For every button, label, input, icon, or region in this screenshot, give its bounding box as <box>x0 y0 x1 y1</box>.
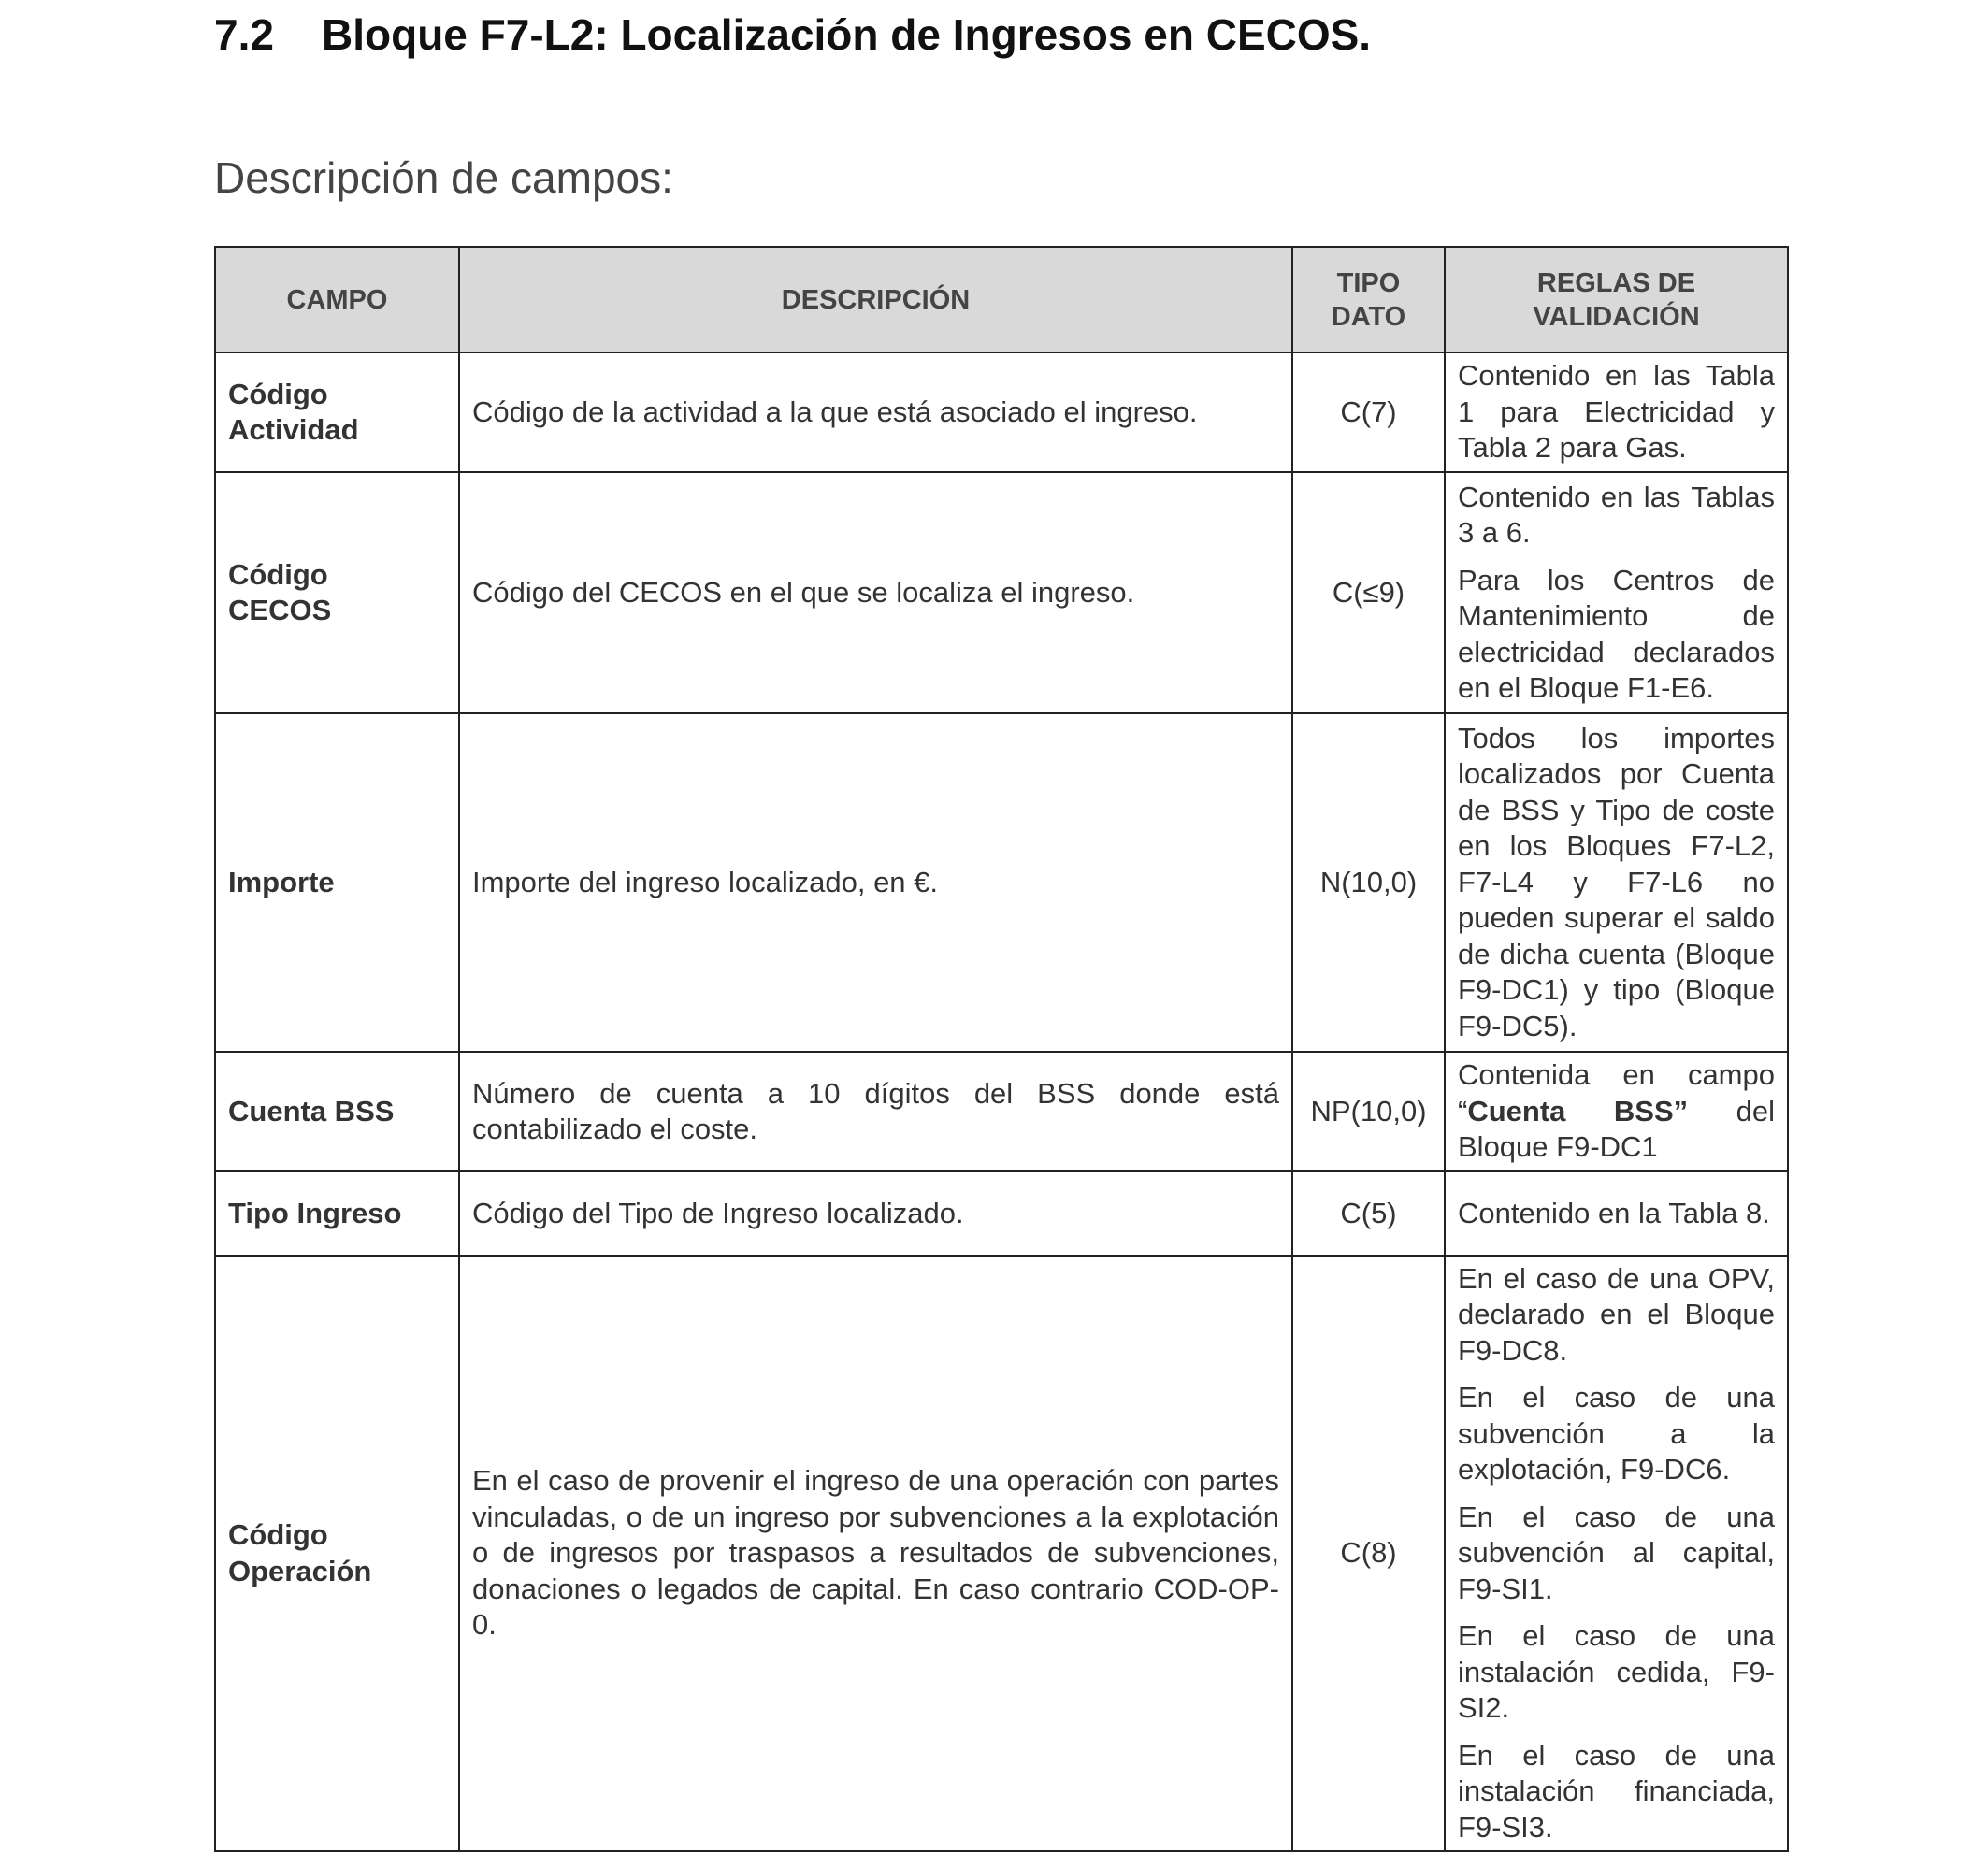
regla-paragraph: Contenido en las Tablas 3 a 6. <box>1458 480 1775 549</box>
table-row <box>215 1256 1788 1851</box>
regla-field-name: Cuenta BSS” <box>1467 1094 1689 1127</box>
regla-paragraph: Para los Centros de Mantenimiento de electricidad declarados en el Bloque F1-E6. <box>1458 563 1775 704</box>
header-reglas-line2: VALIDACIÓN <box>1533 301 1700 332</box>
descripcion-cell: Importe del ingreso localizado, en €. <box>459 713 1292 1052</box>
section-heading <box>214 9 1371 60</box>
regla-paragraph: En el caso de una subvención a la explotación, F9-DC6. <box>1458 1381 1775 1486</box>
table-body <box>215 352 1788 1851</box>
tipo-cell: C(5) <box>1292 1171 1445 1256</box>
descripcion-cell: Código de la actividad a la que está asociado el ingreso. <box>459 352 1292 472</box>
fields-subtitle: Descripción de campos: <box>214 153 673 202</box>
tipo-cell: C(≤9) <box>1292 472 1445 713</box>
campo-cell <box>215 472 459 713</box>
regla-paragraph: Contenido en las Tabla 1 para Electricidad y Tabla 2 para Gas. <box>1458 359 1775 465</box>
table-row <box>215 713 1788 1052</box>
header-tipo-line1: TIPO <box>1336 267 1401 298</box>
table-header <box>215 247 1788 352</box>
reglas-cell <box>1445 1171 1788 1256</box>
campo-line1: Código <box>228 377 328 410</box>
descripcion-cell: Número de cuenta a 10 dígitos del BSS donde está contabilizado el coste. <box>459 1052 1292 1171</box>
regla-paragraph: Contenido en la Tabla 8. <box>1458 1196 1770 1229</box>
descripcion-cell: En el caso de provenir el ingreso de una operación con partes vinculadas, o de un ingreso por subvenciones a la explotación o de ingresos por traspasos a resultados de subvenciones, donaciones o legados de capital. En caso contrario COD-OP-0. <box>459 1256 1292 1851</box>
header-descripcion: DESCRIPCIÓN <box>459 247 1292 352</box>
tipo-cell: N(10,0) <box>1292 713 1445 1052</box>
tipo-cell: C(8) <box>1292 1256 1445 1851</box>
regla-paragraph: En el caso de una subvención al capital, F9-SI1. <box>1458 1500 1775 1605</box>
regla-paragraph: En el caso de una OPV, declarado en el Bloque F9-DC8. <box>1458 1261 1775 1367</box>
header-row <box>215 247 1788 352</box>
campo-line1: Código <box>228 557 328 591</box>
table-row <box>215 1171 1788 1256</box>
campo-cell <box>215 1256 459 1851</box>
campo-line2: CECOS <box>228 594 332 626</box>
descripcion-cell: Código del Tipo de Ingreso localizado. <box>459 1171 1292 1256</box>
regla-paragraph: En el caso de una instalación cedida, F9-SI2. <box>1458 1619 1775 1725</box>
regla-paragraph <box>1458 1057 1775 1166</box>
tipo-cell: C(7) <box>1292 352 1445 472</box>
reglas-cell <box>1445 472 1788 713</box>
table-row <box>215 472 1788 713</box>
campo-line1: Código <box>228 1518 328 1551</box>
section-number: 7.2 <box>214 10 274 59</box>
campo-cell <box>215 352 459 472</box>
reglas-cell <box>1445 1052 1788 1171</box>
reglas-cell <box>1445 713 1788 1052</box>
header-reglas <box>1445 247 1788 352</box>
descripcion-cell: Código del CECOS en el que se localiza el ingreso. <box>459 472 1292 713</box>
header-tipo-dato <box>1292 247 1445 352</box>
regla-text: Contenida en campo “ <box>1458 1058 1775 1127</box>
campo-cell: Cuenta BSS <box>215 1052 459 1171</box>
table-row <box>215 352 1788 472</box>
fields-table <box>214 246 1789 1852</box>
campo-line2: Operación <box>228 1554 372 1587</box>
tipo-cell: NP(10,0) <box>1292 1052 1445 1171</box>
regla-paragraph: Todos los importes localizados por Cuenta de BSS y Tipo de coste en los Bloques F7-L2, F7-L4 y F7-L6 no pueden superar el saldo de dicha cuenta (Bloque F9-DC1) y tipo (Bloque F9-DC5). <box>1458 721 1775 1042</box>
table-row <box>215 1052 1788 1171</box>
campo-cell: Tipo Ingreso <box>215 1171 459 1256</box>
reglas-cell <box>1445 1256 1788 1851</box>
header-reglas-line1: REGLAS DE <box>1536 267 1696 298</box>
reglas-cell <box>1445 352 1788 472</box>
campo-cell: Importe <box>215 713 459 1052</box>
header-tipo-line2: DATO <box>1331 301 1406 332</box>
campo-line2: Actividad <box>228 413 359 446</box>
regla-paragraph: En el caso de una instalación financiada, F9-SI3. <box>1458 1738 1775 1844</box>
section-title: Bloque F7-L2: Localización de Ingresos en CECOS. <box>322 10 1372 59</box>
header-campo: CAMPO <box>215 247 459 352</box>
regla-text: del Bloque F9-DC1 <box>1458 1094 1776 1164</box>
